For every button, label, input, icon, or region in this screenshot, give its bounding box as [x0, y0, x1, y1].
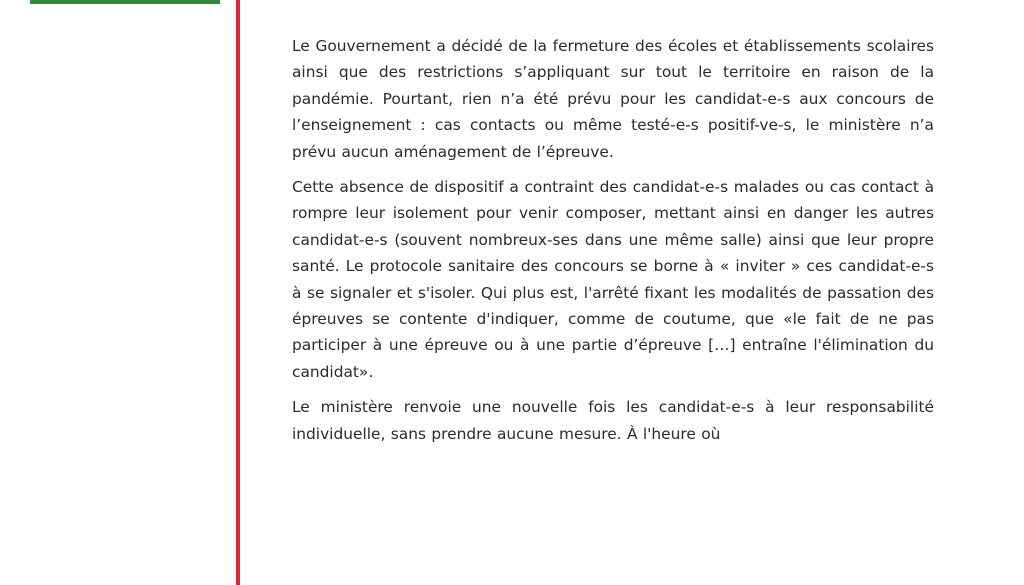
article-body: [292, 33, 934, 456]
article-paragraph-3: Le ministère renvoie une nouvelle fois les candidat-e-s à leur responsabilité individuelle, sans prendre aucune mesure. À l'heure où: [292, 398, 934, 443]
left-red-rule: [236, 0, 240, 585]
article-paragraph-1: Le Gouvernement a décidé de la fermeture des écoles et établissements scolaires ainsi que des restrictions s’appliquant sur tout le territoire en raison de la pandémie. Pourtant, rien n’a été prévu pour les candidat-e-s aux concours de l’enseignement : cas contacts ou même testé-e-s positif-ve-s, le ministère n’a prévu aucun aménagement de l’épreuve.: [292, 37, 934, 161]
top-accent-bar: [30, 0, 220, 4]
article-paragraph-2: Cette absence de dispositif a contraint des candidat-e-s malades ou cas contact à rompre leur isolement pour venir composer, mettant ainsi en danger les autres candidat-e-s (souvent nombreux-ses dans une même salle) ainsi que leur propre santé. Le protocole sanitaire des concours se borne à « inviter » ces candidat-e-s à se signaler et s'isoler. Qui plus est, l'arrêté fixant les modalités de passation des épreuves se contente d'indiquer, comme de coutume, que «le fait de ne pas participer à une épreuve ou à une partie d’épreuve […] entraîne l'élimination du candidat».: [292, 178, 934, 381]
